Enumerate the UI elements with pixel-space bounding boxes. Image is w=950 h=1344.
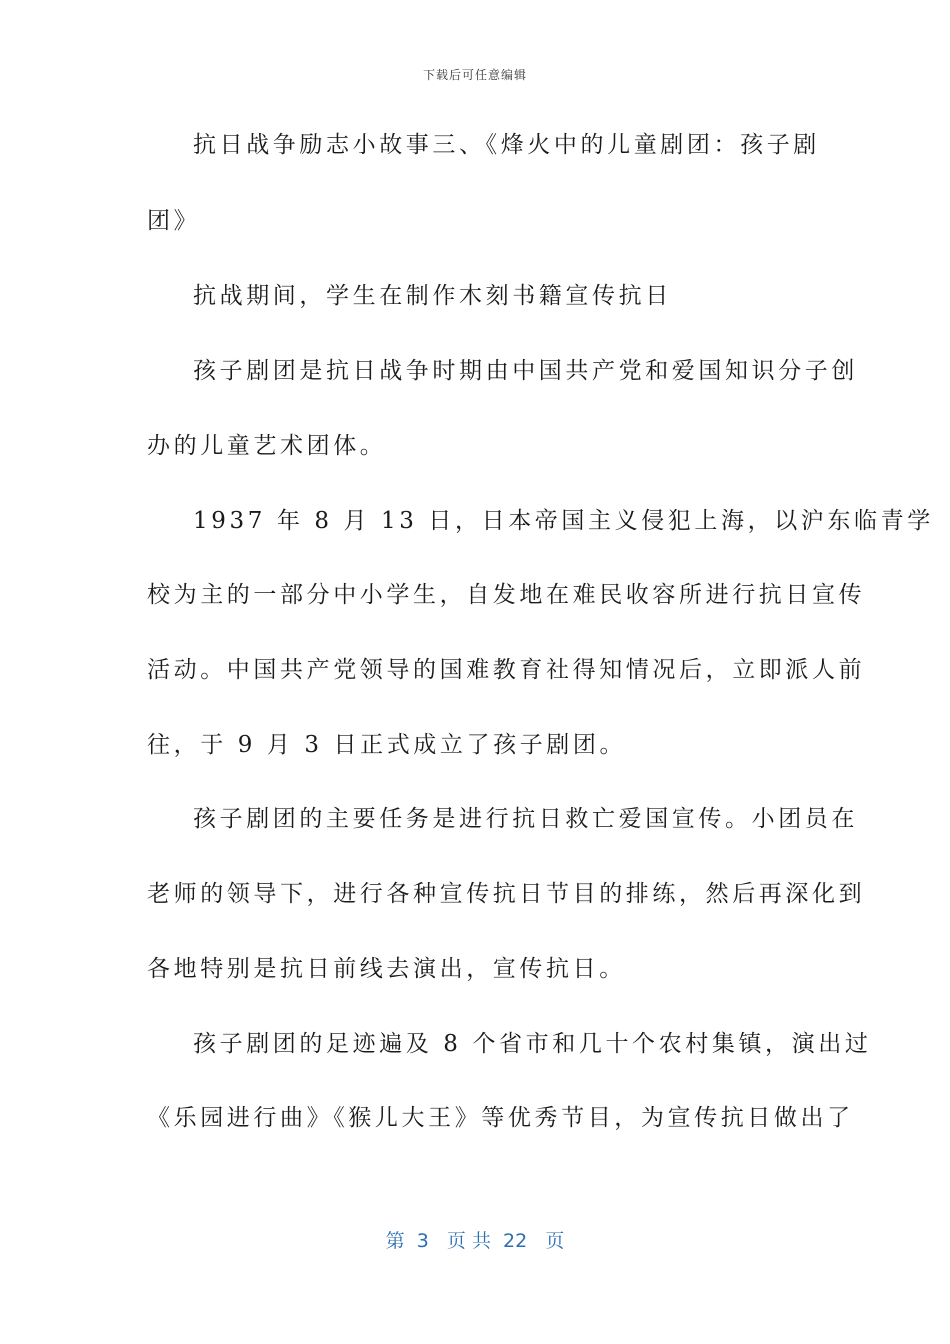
text-line: 孩子剧团是抗日战争时期由中国共产党和爱国知识分子创 [193,358,858,384]
text-line: 抗战期间，学生在制作木刻书籍宣传抗日 [193,283,672,309]
text-line: 各地特别是抗日前线去演出，宣传抗日。 [147,956,626,982]
text-line: 孩子剧团的足迹遍及 8 个省市和几十个农村集镇，演出过 [193,1031,872,1057]
text-line: 校为主的一部分中小学生，自发地在难民收容所进行抗日宣传 [147,582,866,608]
text-line: 团》 [147,208,201,234]
text-line: 抗日战争励志小故事三、《烽火中的儿童剧团：孩子剧 [193,132,820,158]
text-line: 活动。中国共产党领导的国难教育社得知情况后，立即派人前 [147,657,866,683]
text-line: 往，于 9 月 3 日正式成立了孩子剧团。 [147,732,627,758]
text-line: 1937 年 8 月 13 日，日本帝国主义侵犯上海，以沪东临青学 [193,508,934,534]
text-line: 老师的领导下，进行各种宣传抗日节目的排练，然后再深化到 [147,881,866,907]
text-line: 《乐园进行曲》《猴儿大王》等优秀节目，为宣传抗日做出了 [147,1105,854,1131]
header-note: 下载后可任意编辑 [422,68,527,82]
text-line: 孩子剧团的主要任务是进行抗日救亡爱国宣传。小团员在 [193,806,858,832]
page-number-footer: 第 3 页 共 22 页 [385,1230,565,1252]
text-line: 办的儿童艺术团体。 [147,433,387,459]
